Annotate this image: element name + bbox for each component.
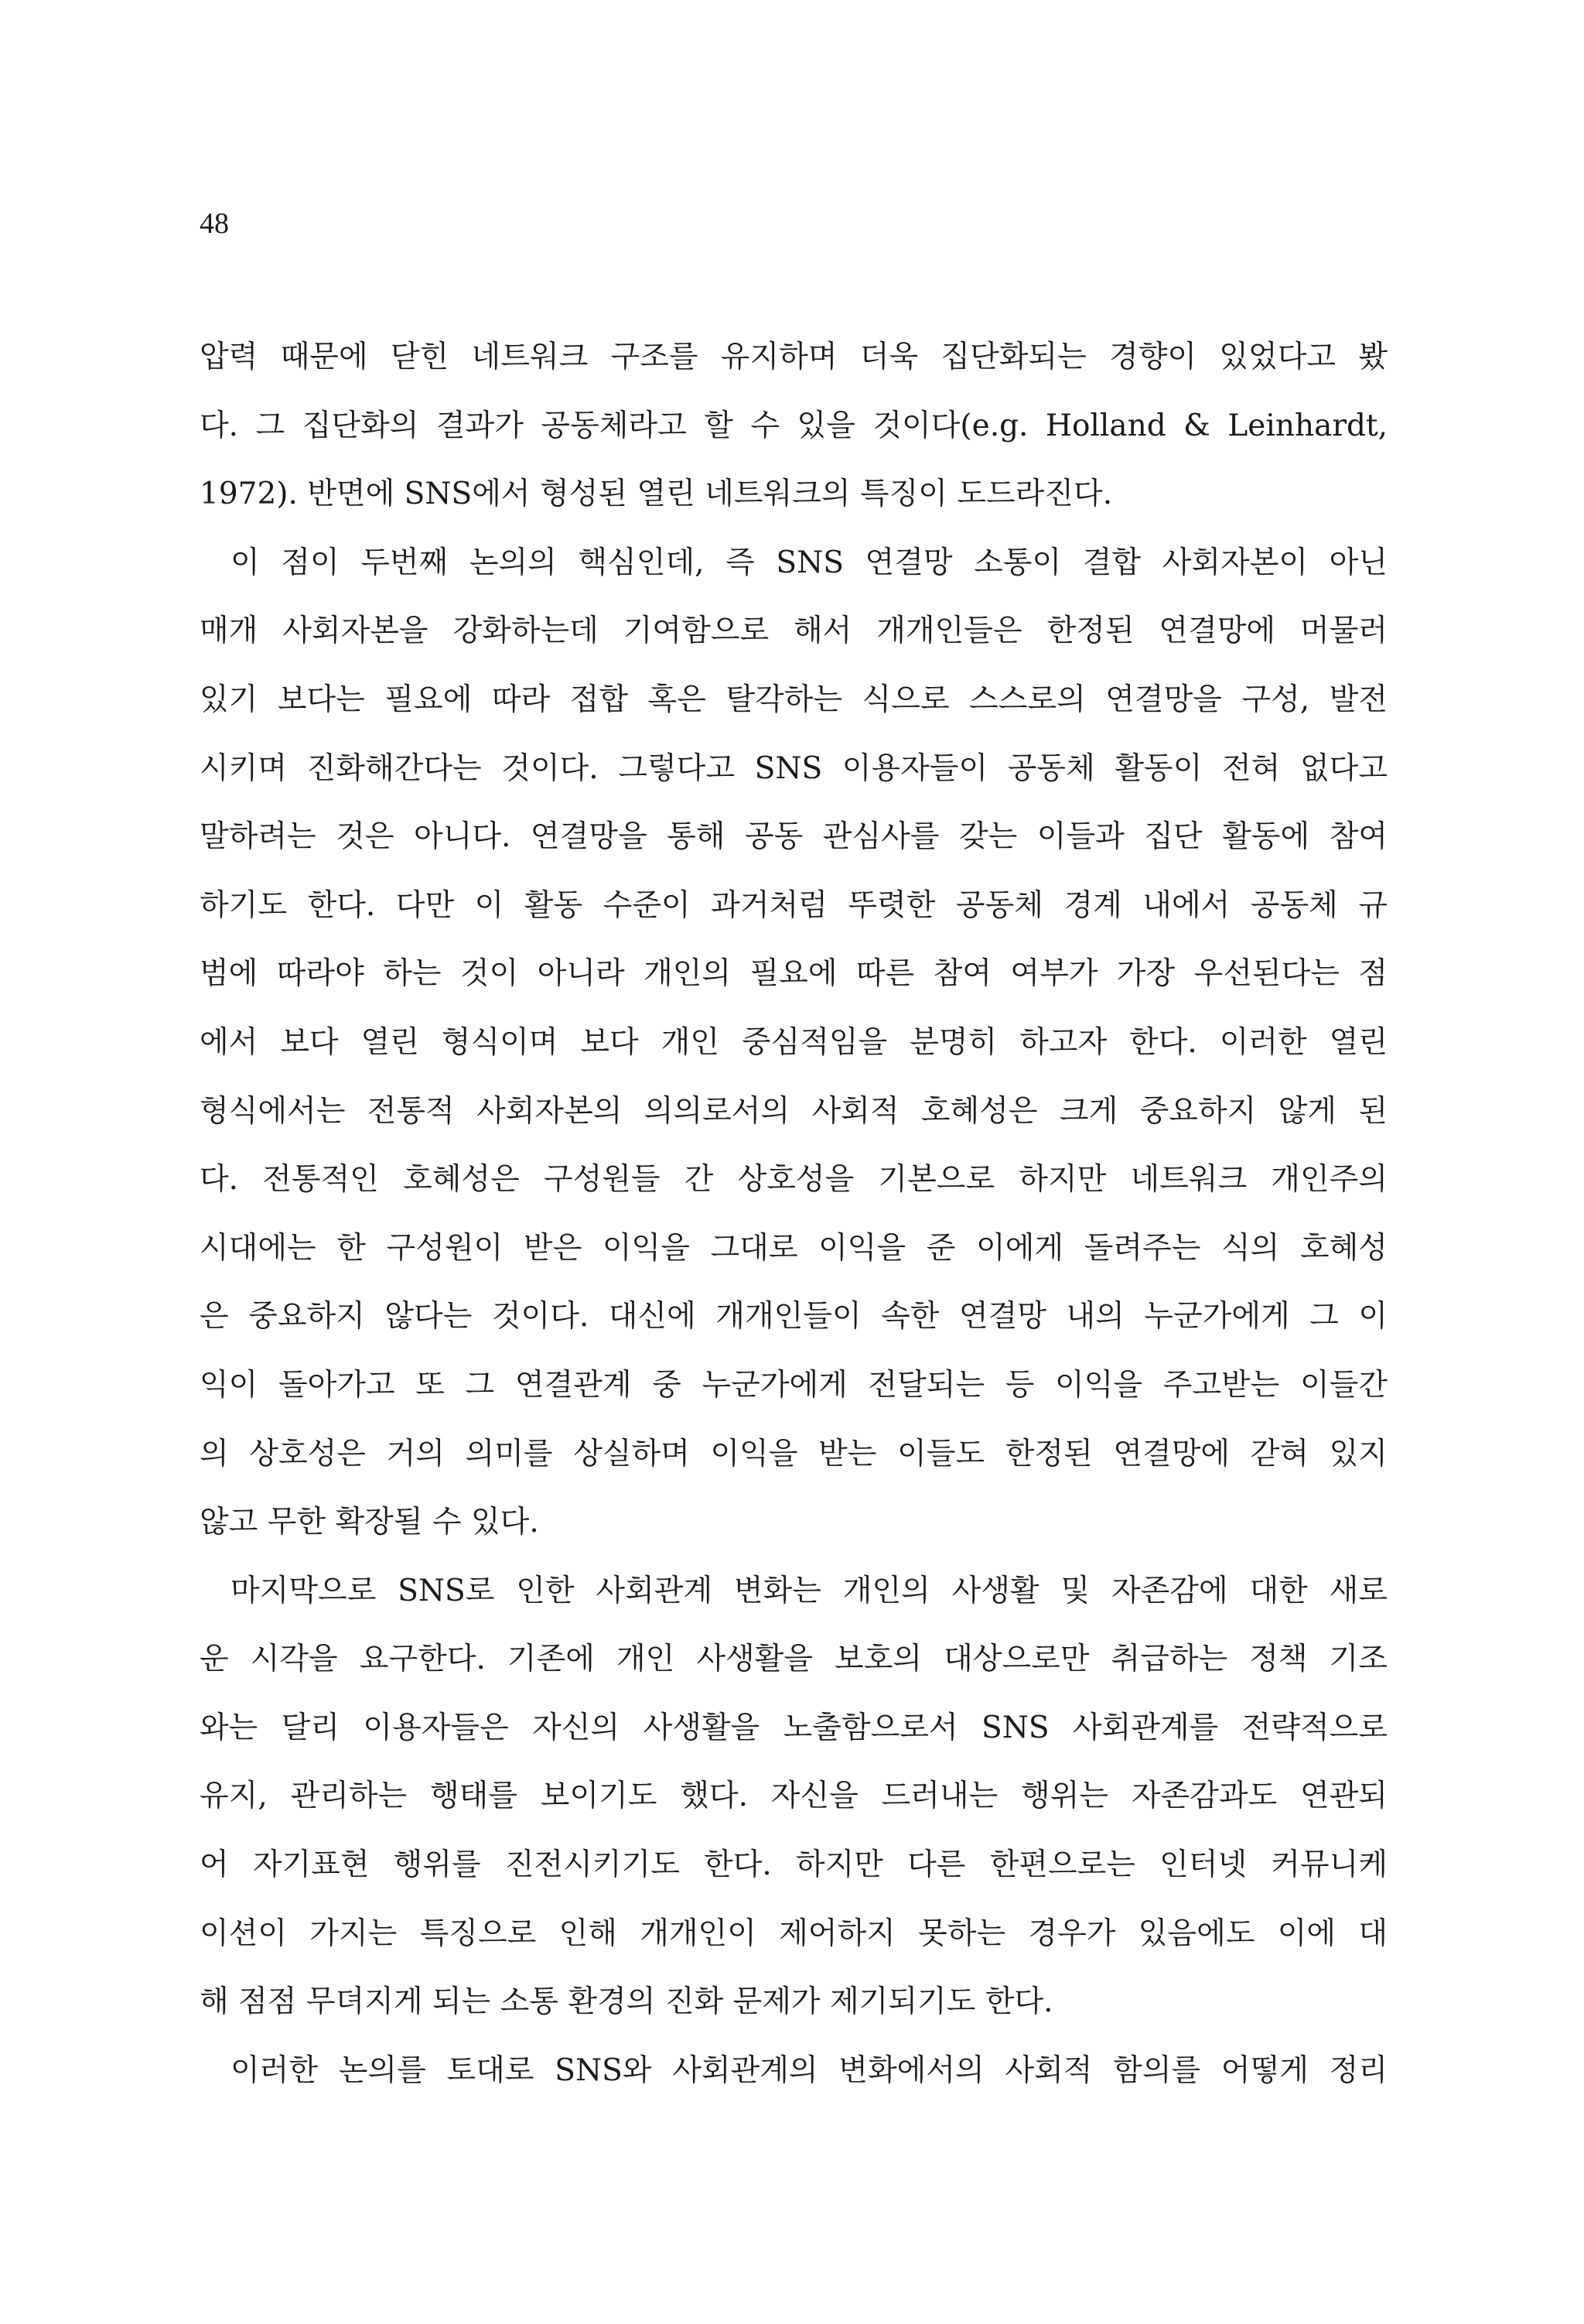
- text-line: 범에 따라야 하는 것이 아니라 개인의 필요에 따른 참여 여부가 가장 우선된다는 점: [200, 956, 1388, 992]
- text-line: 은 중요하지 않다는 것이다. 대신에 개개인들이 속한 연결망 내의 누군가에게 그 이: [200, 1299, 1388, 1335]
- text-line: 시대에는 한 구성원이 받은 이익을 그대로 이익을 준 이에게 돌려주는 식의 호혜성: [200, 1230, 1388, 1266]
- text-line: 있기 보다는 필요에 따라 접합 혹은 탈각하는 식으로 스스로의 연결망을 구성, 발전: [200, 682, 1388, 717]
- text-line: 다. 그 집단화의 결과가 공동체라고 할 수 있을 것이다(e.g. Holland & Leinhardt,: [200, 408, 1388, 443]
- text-line: 매개 사회자본을 강화하는데 기여함으로 해서 개개인들은 한정된 연결망에 머물러: [200, 613, 1388, 649]
- text-line: 이션이 가지는 특징으로 인해 개개인이 제어하지 못하는 경우가 있음에도 이에 대: [200, 1916, 1388, 1951]
- text-line: 이러한 논의를 토대로 SNS와 사회관계의 변화에서의 사회적 함의를 어떻게 정리: [230, 2052, 1388, 2088]
- text-line: 마지막으로 SNS로 인한 사회관계 변화는 개인의 사생활 및 자존감에 대한 새로: [230, 1573, 1388, 1608]
- text-line: 와는 달리 이용자들은 자신의 사생활을 노출함으로서 SNS 사회관계를 전략적으로: [200, 1710, 1388, 1745]
- page-number: 48: [200, 207, 229, 240]
- text-line: 않고 무한 확장될 수 있다.: [200, 1505, 539, 1540]
- text-line: 형식에서는 전통적 사회자본의 의의로서의 사회적 호혜성은 크게 중요하지 않게 된: [200, 1093, 1388, 1129]
- text-line: 유지, 관리하는 행태를 보이기도 했다. 자신을 드러내는 행위는 자존감과도 연관되: [200, 1779, 1388, 1814]
- text-line: 다. 전통적인 호혜성은 구성원들 간 상호성을 기본으로 하지만 네트워크 개인주의: [200, 1162, 1388, 1198]
- text-line: 익이 돌아가고 또 그 연결관계 중 누군가에게 전달되는 등 이익을 주고받는 이들간: [200, 1367, 1388, 1403]
- text-line: 이 점이 두번째 논의의 핵심인데, 즉 SNS 연결망 소통이 결합 사회자본이 아닌: [230, 545, 1388, 580]
- text-line: 에서 보다 열린 형식이며 보다 개인 중심적임을 분명히 하고자 한다. 이러한 열린: [200, 1024, 1388, 1060]
- text-line: 의 상호성은 거의 의미를 상실하며 이익을 받는 이들도 한정된 연결망에 갇혀 있지: [200, 1436, 1388, 1471]
- text-line: 말하려는 것은 아니다. 연결망을 통해 공동 관심사를 갖는 이들과 집단 활동에 참여: [200, 819, 1388, 855]
- text-line: 1972). 반면에 SNS에서 형성된 열린 네트워크의 특징이 도드라진다.: [200, 477, 1113, 512]
- text-line: 해 점점 무뎌지게 되는 소통 환경의 진화 문제가 제기되기도 한다.: [200, 1984, 1053, 2020]
- text-line: 어 자기표현 행위를 진전시키기도 한다. 하지만 다른 한편으로는 인터넷 커뮤니케: [200, 1847, 1388, 1883]
- text-line: 압력 때문에 닫힌 네트워크 구조를 유지하며 더욱 집단화되는 경향이 있었다고 봤: [200, 340, 1388, 374]
- text-line: 운 시각을 요구한다. 기존에 개인 사생활을 보호의 대상으로만 취급하는 정책 기조: [200, 1642, 1388, 1677]
- body-text: [200, 323, 1388, 2105]
- text-line: 시키며 진화해간다는 것이다. 그렇다고 SNS 이용자들이 공동체 활동이 전혀 없다고: [200, 750, 1388, 786]
- text-line: 하기도 한다. 다만 이 활동 수준이 과거처럼 뚜렷한 공동체 경계 내에서 공동체 규: [200, 887, 1388, 923]
